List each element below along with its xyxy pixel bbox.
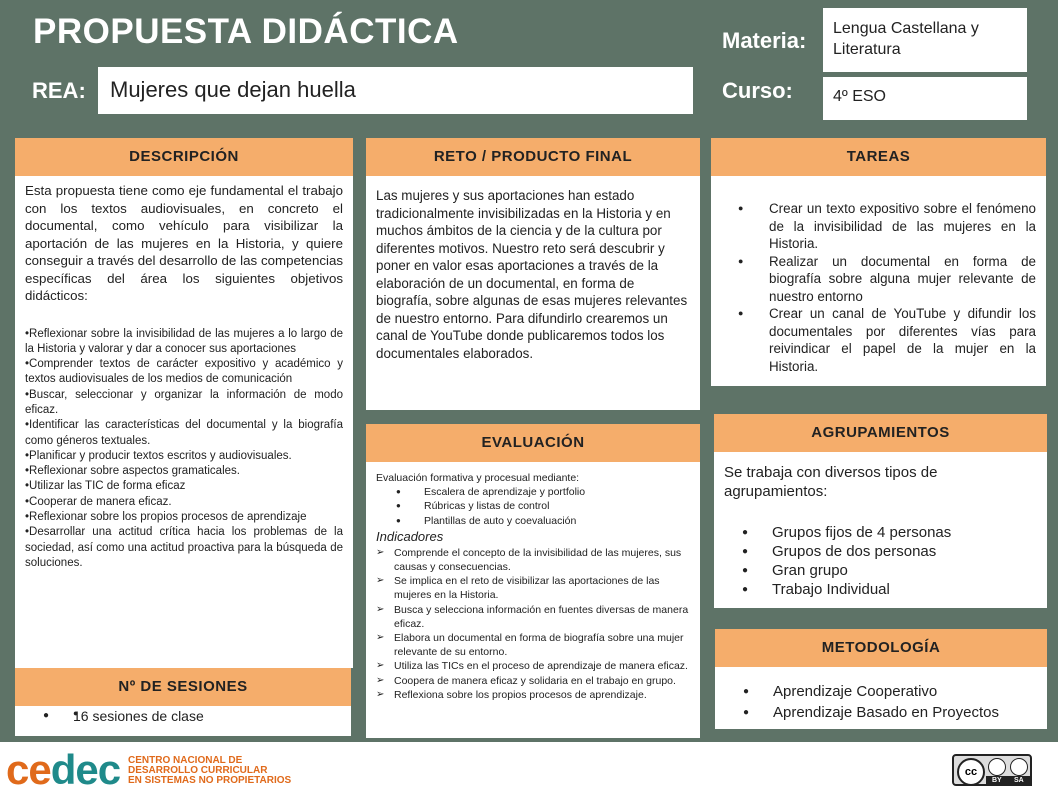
materia-value: Lengua Castellana y Literatura bbox=[823, 8, 1027, 72]
list-item: •Comprender textos de carácter expositivo y académico y textos audiovisuales de los medios de comunicación bbox=[25, 358, 343, 386]
reto-header: RETO / PRODUCTO FINAL bbox=[366, 138, 700, 176]
evaluacion-tools bbox=[376, 485, 690, 528]
cc-icon: cc bbox=[957, 758, 985, 786]
license-labels: BY SA bbox=[986, 776, 1032, 786]
list-item: •Planificar y producir textos escritos y audiovisuales. bbox=[25, 449, 292, 462]
curso-value: 4º ESO bbox=[823, 77, 1027, 120]
list-item: ● Gran grupo bbox=[742, 562, 848, 579]
materia-label: Materia: bbox=[722, 28, 807, 53]
list-item: ➢ Elabora un documental en forma de biografía sobre una mujer relevante de su entorno. bbox=[376, 631, 690, 659]
list-item: ● Escalera de aprendizaje y portfolio bbox=[396, 486, 586, 499]
list-item: •Reflexionar sobre los propios procesos de aprendizaje bbox=[25, 511, 307, 524]
evaluacion-panel bbox=[366, 462, 700, 738]
tareas-panel bbox=[711, 176, 1046, 386]
tareas-list bbox=[738, 200, 1036, 375]
metodologia-list bbox=[743, 681, 1037, 723]
list-item: ● Trabajo Individual bbox=[742, 581, 890, 598]
list-item: ● Crear un texto expositivo sobre el fenómeno de la invisibilidad de las mujeres en la Historia. bbox=[738, 201, 1036, 251]
list-item: ● Crear un canal de YouTube y difundir los documentales por diferentes vías para reivindicar el papel de la mujer en la Historia. bbox=[738, 306, 1036, 374]
sesiones-list bbox=[43, 708, 351, 724]
list-item: ➢ Comprende el concepto de la invisibilidad de las mujeres, sus causas y consecuencias. bbox=[376, 546, 690, 574]
list-item: ➢ Se implica en el reto de visibilizar las aportaciones de las mujeres en la Historia. bbox=[376, 574, 690, 602]
indicadores-label: Indicadores bbox=[376, 528, 444, 544]
evaluacion-intro: Evaluación formativa y procesual mediante: bbox=[376, 472, 580, 484]
agrupamientos-header: AGRUPAMIENTOS bbox=[714, 414, 1047, 452]
list-item: •Desarrollar una actitud crítica hacia los problemas de la sociedad, así como una actitud proactiva para la búsqueda de soluciones. bbox=[25, 526, 343, 569]
list-item: ➢ Reflexiona sobre los propios procesos de aprendizaje. bbox=[376, 688, 690, 702]
list-item: ● Plantillas de auto y coevaluación bbox=[396, 514, 577, 527]
list-item: ● Aprendizaje Cooperativo bbox=[743, 683, 938, 700]
indicadores-list bbox=[376, 546, 690, 702]
sa-icon bbox=[1010, 758, 1028, 776]
list-item: ➢ Utiliza las TICs en el proceso de aprendizaje de manera eficaz. bbox=[376, 659, 690, 673]
list-item: ➢ Coopera de manera eficaz y solidaria en el trabajo en grupo. bbox=[376, 674, 690, 688]
agrupamientos-list bbox=[724, 523, 1037, 599]
cedec-logo: cedec bbox=[6, 746, 121, 793]
cc-license-icon bbox=[952, 754, 1032, 786]
agrupamientos-intro: Se trabaja con diversos tipos de agrupamientos: bbox=[724, 464, 938, 500]
agrupamientos-panel bbox=[714, 452, 1047, 608]
metodologia-panel bbox=[715, 667, 1047, 729]
list-item: ● ● 16 sesiones de clase bbox=[73, 708, 351, 724]
list-item: ● Realizar un documental en forma de biografía sobre alguna mujer relevante de nuestro entorno bbox=[738, 253, 1036, 304]
sesiones-header: Nº DE SESIONES bbox=[15, 668, 351, 706]
sesiones-panel bbox=[15, 706, 351, 736]
descripcion-header: DESCRIPCIÓN bbox=[15, 138, 353, 176]
descripcion-panel bbox=[15, 176, 353, 668]
list-item: ● Grupos fijos de 4 personas bbox=[742, 524, 952, 541]
descripcion-objetivos bbox=[25, 327, 343, 572]
metodologia-header: METODOLOGÍA bbox=[715, 629, 1047, 667]
tareas-header: TAREAS bbox=[711, 138, 1046, 176]
list-item: •Buscar, seleccionar y organizar la información de modo eficaz. bbox=[25, 388, 343, 416]
rea-value: Mujeres que dejan huella bbox=[98, 67, 693, 114]
list-item: •Identificar las características del documental y la biografía como géneros textuales. bbox=[25, 419, 343, 447]
list-item: •Utilizar las TIC de forma eficaz bbox=[25, 480, 186, 493]
rea-label: REA: bbox=[32, 78, 86, 103]
curso-label: Curso: bbox=[722, 78, 793, 103]
list-item: •Cooperar de manera eficaz. bbox=[25, 495, 172, 508]
reto-panel bbox=[366, 176, 700, 410]
list-item: ● Aprendizaje Basado en Proyectos bbox=[743, 704, 999, 721]
list-item: ➢ Busca y selecciona información en fuentes diversas de manera eficaz. bbox=[376, 603, 690, 631]
descripcion-intro: Esta propuesta tiene como eje fundamental el trabajo con los textos audiovisuales, en concreto el documental, como vehículo para visibilizar la aportación de las mujeres en la Historia, y quiere conseguir a través del desarrollo de las competencias específicas del área los siguientes objetivos didácticos: bbox=[25, 183, 343, 303]
list-item: ● Grupos de dos personas bbox=[742, 543, 937, 560]
reto-text: Las mujeres y sus aportaciones han estado tradicionalmente invisibilizadas en la Historia y en muchos ámbitos de la ciencia y de la cultura por diferentes motivos. Nuestro reto será descubrir y poner en valor esas aportaciones a través de la elaboración de un documental, en forma de biografía, sobre algunas de esas mujeres relevantes de nuestro entorno. Para difundirlo crearemos un canal de YouTube donde publicaremos todos los documentales elaborados. bbox=[376, 188, 688, 361]
evaluacion-header: EVALUACIÓN bbox=[366, 424, 700, 462]
list-item: ● Rúbricas y listas de control bbox=[396, 500, 550, 513]
by-icon bbox=[988, 758, 1006, 776]
cedec-logo-text: CENTRO NACIONAL DE DESARROLLO CURRICULAR EN SISTEMAS NO PROPIETARIOS bbox=[128, 755, 292, 786]
page-title: PROPUESTA DIDÁCTICA bbox=[33, 12, 459, 51]
list-item: •Reflexionar sobre la invisibilidad de las mujeres a lo largo de la Historia y valorar y dar a conocer sus aportaciones bbox=[25, 327, 343, 355]
list-item: •Reflexionar sobre aspectos gramaticales. bbox=[25, 465, 240, 478]
